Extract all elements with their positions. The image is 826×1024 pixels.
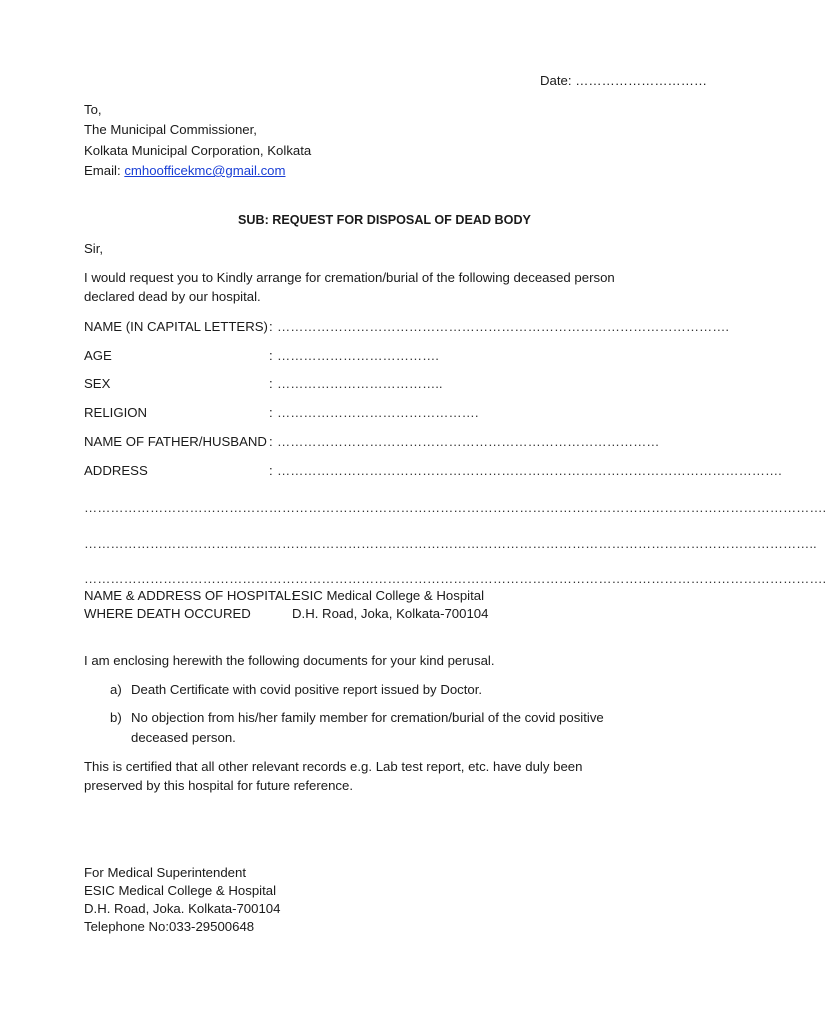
field-age-sep: : <box>269 348 273 363</box>
field-address-sep: : <box>269 463 273 478</box>
email-line <box>84 162 286 180</box>
email-label: Email: <box>84 163 125 178</box>
date-label: Date: <box>540 73 576 88</box>
field-father-label: NAME OF FATHER/HUSBAND <box>84 434 267 449</box>
field-religion-blank[interactable]: ………………………………………. <box>277 405 479 420</box>
intro-line-1: I would request you to Kindly arrange for cremation/burial of the following deceased person <box>84 270 615 285</box>
doc-b-marker: b) <box>110 710 122 725</box>
to-line: To, <box>84 102 102 117</box>
certified-line-1: This is certified that all other relevant records e.g. Lab test report, etc. have duly been <box>84 759 583 774</box>
field-father-sep: : <box>269 434 273 449</box>
certified-line-2: preserved by this hospital for future reference. <box>84 778 354 793</box>
email-link[interactable]: cmhoofficekmc@gmail.com <box>124 163 286 178</box>
doc-b-text-cont: deceased person. <box>131 730 236 745</box>
hospital-label-1: NAME & ADDRESS OF HOSPITAL: <box>84 588 295 603</box>
enclosing-line: I am enclosing herewith the following documents for your kind perusal. <box>84 653 495 668</box>
signature-line-2: ESIC Medical College & Hospital <box>84 883 277 898</box>
date-blank: ………………………… <box>575 73 708 88</box>
field-religion-label: RELIGION <box>84 405 148 420</box>
field-religion-sep: : <box>269 405 273 420</box>
doc-a-marker: a) <box>110 682 122 697</box>
field-age-label: AGE <box>84 348 112 363</box>
doc-b-text: No objection from his/her family member for cremation/burial of the covid positive <box>131 710 604 725</box>
address-line-1[interactable]: ……………………………………………………………………………………………………………………………………………………. <box>84 500 826 515</box>
field-address-blank[interactable]: ……………………………………………………………………………………………………. <box>277 463 782 478</box>
address-line-3[interactable]: ……………………………………………………………………………………………………………………………………………………. <box>84 571 826 586</box>
intro-line-2: declared dead by our hospital. <box>84 289 261 304</box>
signature-line-3: D.H. Road, Joka. Kolkata-700104 <box>84 901 281 916</box>
field-name-label: NAME (IN CAPITAL LETTERS) <box>84 319 268 334</box>
salutation: Sir, <box>84 241 104 256</box>
hospital-address: D.H. Road, Joka, Kolkata-700104 <box>292 606 489 621</box>
date-line <box>540 72 707 90</box>
recipient-line: The Municipal Commissioner, <box>84 122 257 137</box>
field-sex-blank[interactable]: ……………………………….. <box>277 376 443 391</box>
signature-line-4: Telephone No:033-29500648 <box>84 919 255 934</box>
subject-line: SUB: REQUEST FOR DISPOSAL OF DEAD BODY <box>238 213 531 227</box>
address-line-2[interactable]: ………………………………………………………………………………………………………………………………………………….. <box>84 536 817 551</box>
field-sex-label: SEX <box>84 376 111 391</box>
field-address-label: ADDRESS <box>84 463 148 478</box>
organization-line: Kolkata Municipal Corporation, Kolkata <box>84 143 312 158</box>
field-sex-sep: : <box>269 376 273 391</box>
hospital-name: ESIC Medical College & Hospital <box>292 588 485 603</box>
field-father-blank[interactable]: …………………………………………………………………………… <box>277 434 660 449</box>
field-name-sep: : <box>269 319 273 334</box>
hospital-label-2: WHERE DEATH OCCURED <box>84 606 251 621</box>
field-age-blank[interactable]: ………………………………. <box>277 348 439 363</box>
signature-line-1: For Medical Superintendent <box>84 865 247 880</box>
field-name-blank[interactable]: …………………………………………………………………………………………. <box>277 319 730 334</box>
doc-a-text: Death Certificate with covid positive report issued by Doctor. <box>131 682 483 697</box>
